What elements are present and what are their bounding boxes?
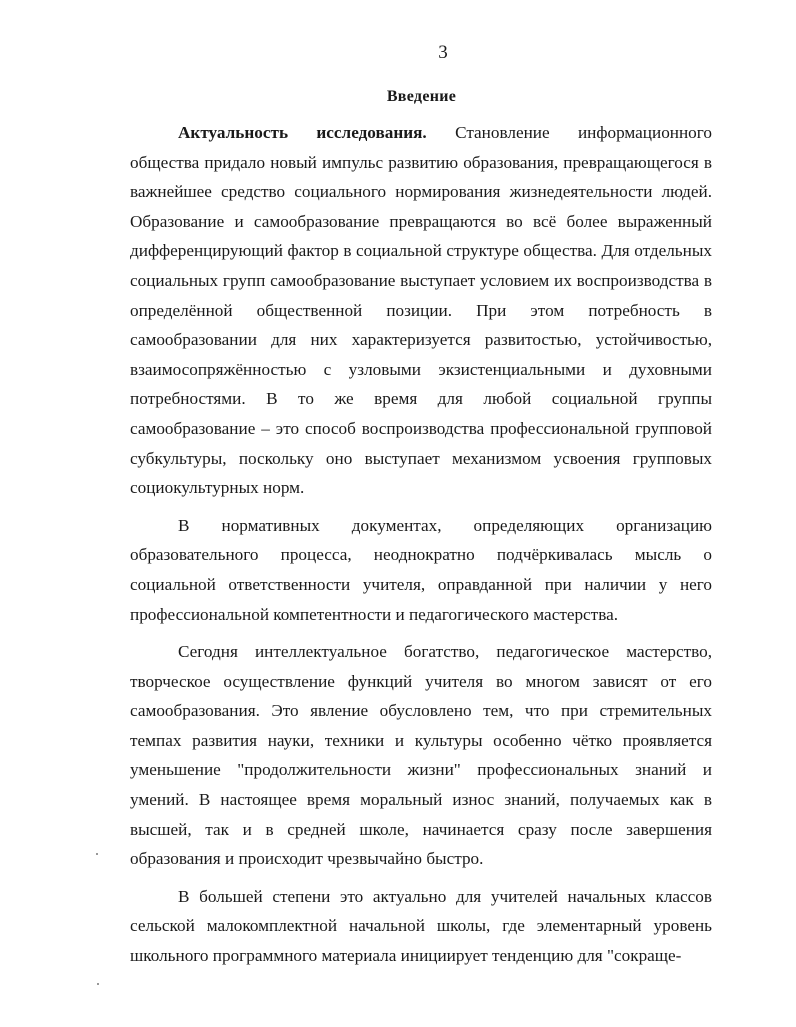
paragraph-text: В большей степени это актуально для учителей начальных классов сельской малокомплектной начальной школы, где элементарный уровень школьного программного материала инициирует тенденцию для "сокраще-	[130, 886, 712, 966]
section-heading: Введение	[386, 88, 457, 105]
page-number: 3	[438, 42, 448, 63]
paragraph-text: Становление информационного общества придало новый импульс развитию образования, превращающегося в важнейшее средство социального нормирования жизнедеятельности людей. Образование и самообразование превращаются во всё более выраженный дифференцирующий фактор в социальной структуре общества. Для отдельных социальных групп самообразование выступает условием их воспроизводства в определённой общественной позиции. При этом потребность в самообразовании для них характеризуется развитостью, устойчивостью, взаимосопряжённостью с узловыми экзистенциальными и духовными потребностями. В то же время для любой социальной группы самообразование – это способ воспроизводства профессиональной групповой субкультуры, поскольку оно выступает механизмом усвоения групповых социокультурных норм.	[130, 123, 712, 498]
body-text	[130, 118, 712, 971]
paragraph-rural-school	[130, 882, 712, 971]
paragraph-self-education	[130, 637, 712, 874]
scan-speck	[97, 983, 99, 985]
paragraph-text: Сегодня интеллектуальное богатство, педагогическое мастерство, творческое осуществление функций учителя во многом зависят от его самообразования. Это явление обусловлено тем, что при стремительных темпах развития науки, техники и культуры особенно чётко проявляется уменьшение "продолжительности жизни" профессиональных знаний и умений. В настоящее время моральный износ знаний, получаемых как в высшей, так и в средней школе, начинается сразу после завершения образования и происходит чрезвычайно быстро.	[130, 642, 712, 869]
paragraph-normative-documents	[130, 511, 712, 629]
paragraph-lead: Актуальность исследования.	[178, 123, 427, 142]
paragraph-relevance	[130, 118, 712, 503]
paragraph-text: В нормативных документах, определяющих организацию образовательного процесса, неоднократно подчёркивалась мысль о социальной ответственности учителя, оправданной при наличии у него профессиональной компетентности и педагогического мастерства.	[130, 515, 712, 624]
scan-speck	[96, 853, 98, 855]
